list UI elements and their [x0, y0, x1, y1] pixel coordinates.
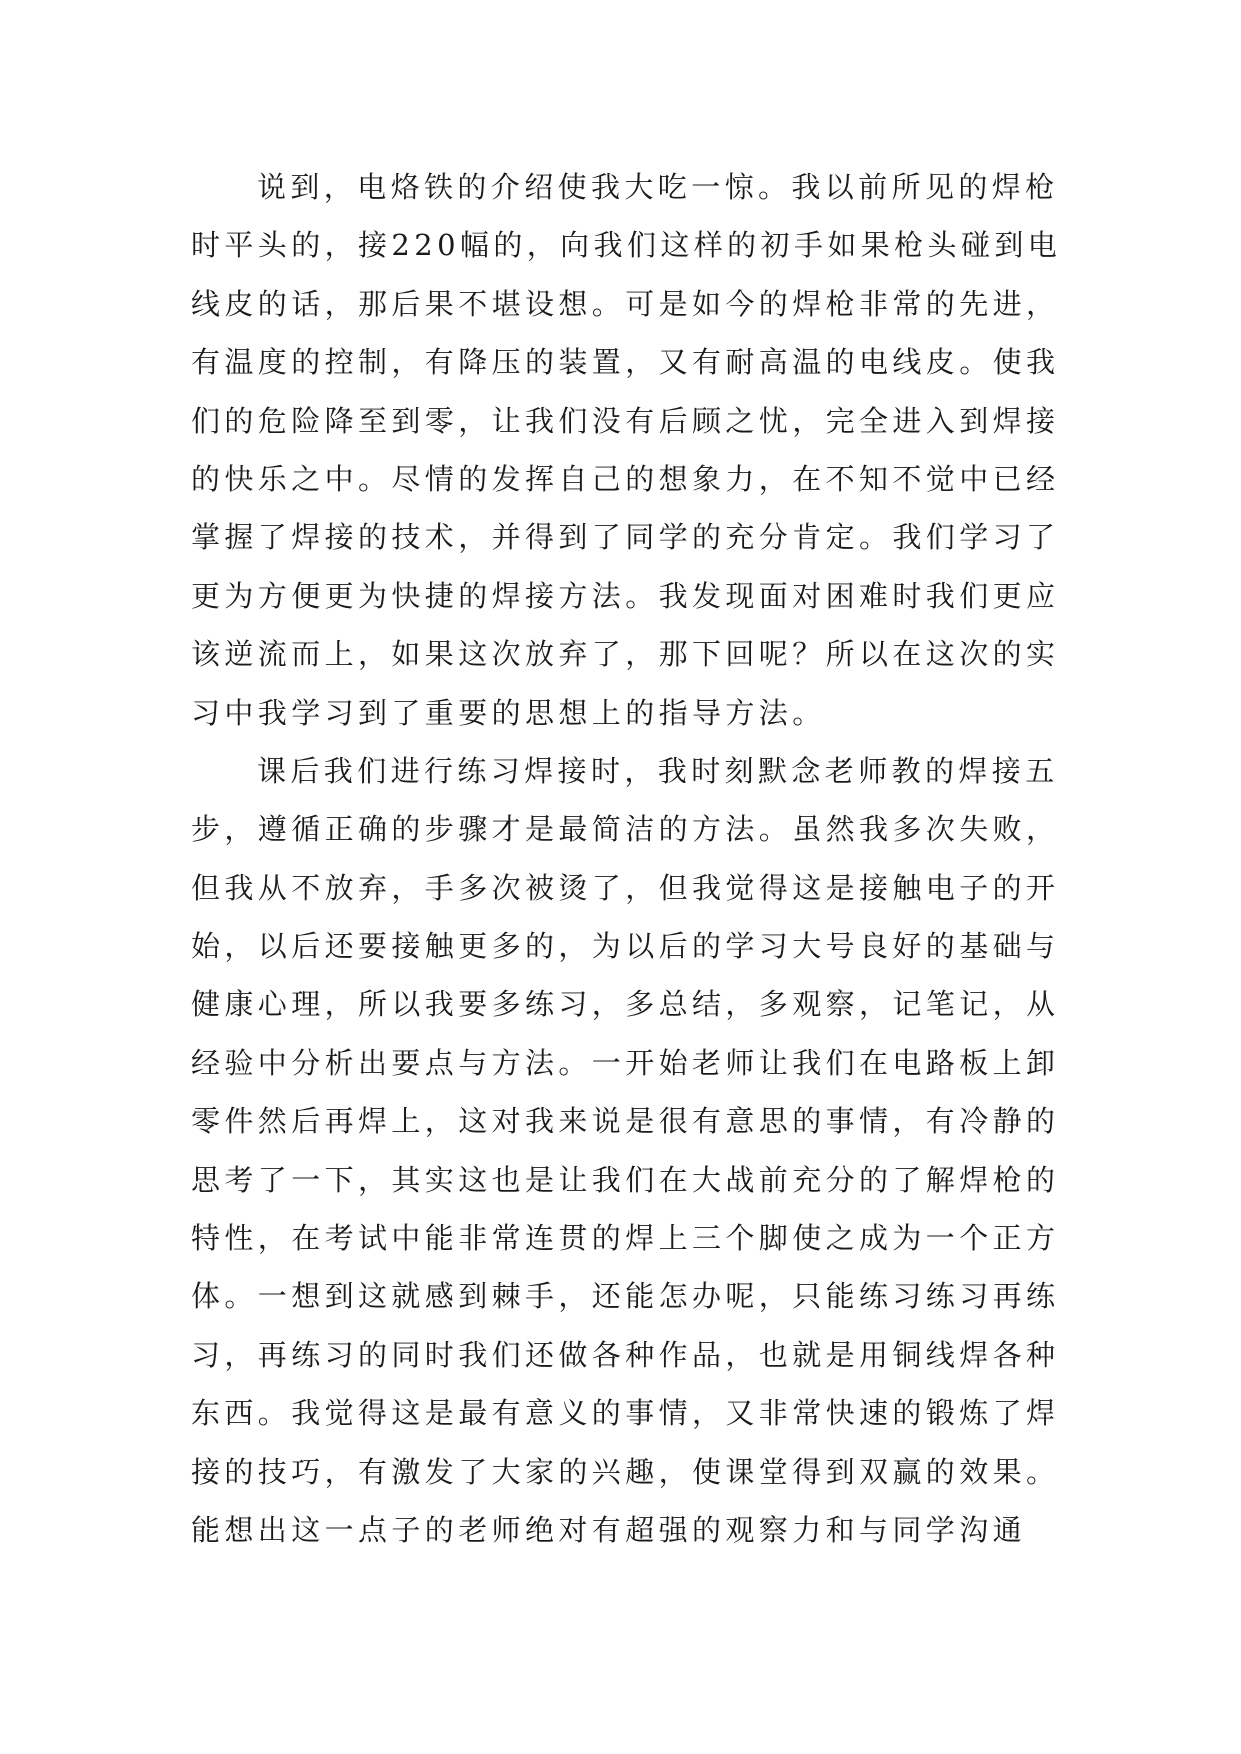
text-line: 习，再练习的同时我们还做各种作品，也就是用铜线焊各种	[191, 1337, 1060, 1372]
text-line: 步，遵循正确的步骤才是最简洁的方法。虽然我多次失败，	[191, 812, 1060, 847]
document-body	[191, 158, 1063, 1559]
text-line: 能想出这一点子的老师绝对有超强的观察力和与同学沟通	[191, 1512, 1027, 1547]
text-line: 体。一想到这就感到棘手，还能怎办呢，只能练习练习再练	[191, 1279, 1060, 1314]
text-line: 思考了一下，其实这也是让我们在大战前充分的了解焊枪的	[191, 1162, 1060, 1197]
text-line: 更为方便更为快捷的焊接方法。我发现面对困难时我们更应	[191, 578, 1060, 613]
text-line: 接的技巧，有激发了大家的兴趣，使课堂得到双赢的效果。	[191, 1454, 1060, 1489]
text-line: 始，以后还要接触更多的，为以后的学习大号良好的基础与	[191, 929, 1060, 964]
text-line: 时平头的，接220幅的，向我们这样的初手如果枪头碰到电	[191, 228, 1062, 263]
text-line: 们的危险降至到零，让我们没有后顾之忧，完全进入到焊接	[191, 403, 1060, 438]
text-line: 线皮的话，那后果不堪设想。可是如今的焊枪非常的先进，	[191, 286, 1060, 321]
text-line: 掌握了焊接的技术，并得到了同学的充分肯定。我们学习了	[191, 520, 1060, 555]
text-line: 经验中分析出要点与方法。一开始老师让我们在电路板上卸	[191, 1045, 1060, 1080]
text-line: 该逆流而上，如果这次放弃了，那下回呢？所以在这次的实	[191, 637, 1060, 672]
paragraph-1	[191, 158, 1063, 742]
text-line: 零件然后再焊上，这对我来说是很有意思的事情，有冷静的	[191, 1104, 1060, 1139]
text-line: 但我从不放弃，手多次被烫了，但我觉得这是接触电子的开	[191, 870, 1060, 905]
text-line: 习中我学习到了重要的思想上的指导方法。	[191, 695, 826, 730]
text-line: 特性，在考试中能非常连贯的焊上三个脚使之成为一个正方	[191, 1221, 1060, 1256]
text-line: 说到，电烙铁的介绍使我大吃一惊。我以前所见的焊枪	[257, 170, 1059, 204]
text-line: 有温度的控制，有降压的装置，又有耐高温的电线皮。使我	[191, 345, 1060, 380]
text-line: 东西。我觉得这是最有意义的事情，又非常快速的锻炼了焊	[191, 1396, 1060, 1431]
text-line: 的快乐之中。尽情的发挥自己的想象力，在不知不觉中已经	[191, 461, 1060, 496]
text-line: 健康心理，所以我要多练习，多总结，多观察，记笔记，从	[191, 987, 1060, 1022]
text-line: 课后我们进行练习焊接时，我时刻默念老师教的焊接五	[257, 753, 1059, 788]
paragraph-2	[191, 742, 1063, 1559]
